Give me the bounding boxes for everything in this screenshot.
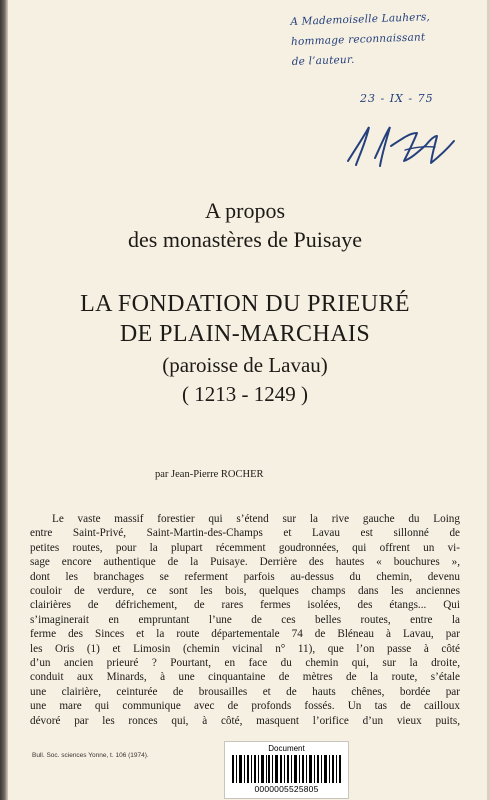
- barcode-number: 0000005525805: [254, 784, 319, 794]
- parish-line: (paroisse de Lavau): [162, 353, 328, 377]
- library-barcode-label: [224, 741, 349, 799]
- body-line-9: ferme des Sinces et la route départementale 74 de Bléneau à Lavau, par: [30, 628, 460, 641]
- body-line-14: une mare qui communique avec de profonds fossés. Un tas de cailloux: [30, 700, 460, 713]
- body-line-1: Le vaste massif forestier qui s’étend sur la rive gauche du Loing: [52, 513, 460, 525]
- author-signature: [338, 123, 458, 171]
- parish-and-date-range: [0, 351, 490, 409]
- date-range-line: ( 1213 - 1249 ): [182, 382, 308, 406]
- dedication-line-2: hommage reconnaissant: [290, 31, 426, 48]
- body-line-12: conduit aux Minards, à une cinquantaine de mètres de la route, s’étale: [30, 671, 460, 684]
- handwritten-dedication-area: [0, 0, 490, 180]
- body-line-15: dévoré par les ronces qui, à côté, masquent l’orifice d’un vieux puits,: [30, 714, 460, 727]
- body-line-3: petites routes, pour la plupart récemment goudronnées, qui offrent un vi-: [30, 541, 460, 554]
- main-title-line-2: DE PLAIN-MARCHAIS: [119, 321, 371, 347]
- dedication-line-1: A Mademoiselle Lauhers,: [290, 11, 431, 28]
- author-name: Jean-Pierre ROCHER: [171, 469, 264, 480]
- handwritten-dedication: [290, 5, 482, 72]
- author-byline: [155, 468, 355, 482]
- body-line-4: sage encore authentique de la Puisaye. Derrière des hautes « bouchures »,: [30, 556, 460, 569]
- body-line-2: entre Saint-Privé, Saint-Martin-des-Champs et Lavau est sillonné de: [30, 527, 460, 540]
- subtitle-line-1: A propos: [204, 198, 286, 223]
- handwritten-date: 23 - IX - 75: [360, 92, 434, 105]
- body-line-6: couloir de verdure, ce sont les bois, quelques champs dans les anciennes: [30, 585, 460, 598]
- subtitle: [0, 196, 490, 254]
- body-line-11: d’un ancien prieuré ? Pourtant, en face du chemin qui, sur la droite,: [30, 657, 460, 670]
- body-line-7: clairières de défrichement, de rares fermes isolées, des étangs... Qui: [30, 599, 460, 612]
- main-title-line-1: LA FONDATION DU PRIEURÉ: [80, 291, 410, 317]
- dedication-line-3: de l’auteur.: [291, 53, 355, 68]
- article-body: [30, 512, 460, 728]
- barcode-icon: [232, 755, 341, 783]
- body-line-8: s’imaginerait en empruntant l’une de ces belles routes, entre la: [30, 613, 460, 626]
- body-line-5: dont les branchages se referment parfois au-dessus du chemin, devenu: [30, 570, 460, 583]
- author-prefix: par: [155, 469, 169, 480]
- body-line-13: une clairière, ceinturée de brousailles et de hauts chênes, bordée par: [30, 685, 460, 698]
- subtitle-line-2: des monastères de Puisaye: [128, 227, 362, 252]
- footer-citation: Bull. Soc. sciences Yonne, t. 106 (1974).: [32, 752, 149, 759]
- label-title: Document: [268, 744, 305, 753]
- body-line-10: les Oris (1) et Limosin (chemin vicinal n° 11), que l’on passe à côté: [30, 642, 460, 655]
- main-title: [0, 289, 490, 349]
